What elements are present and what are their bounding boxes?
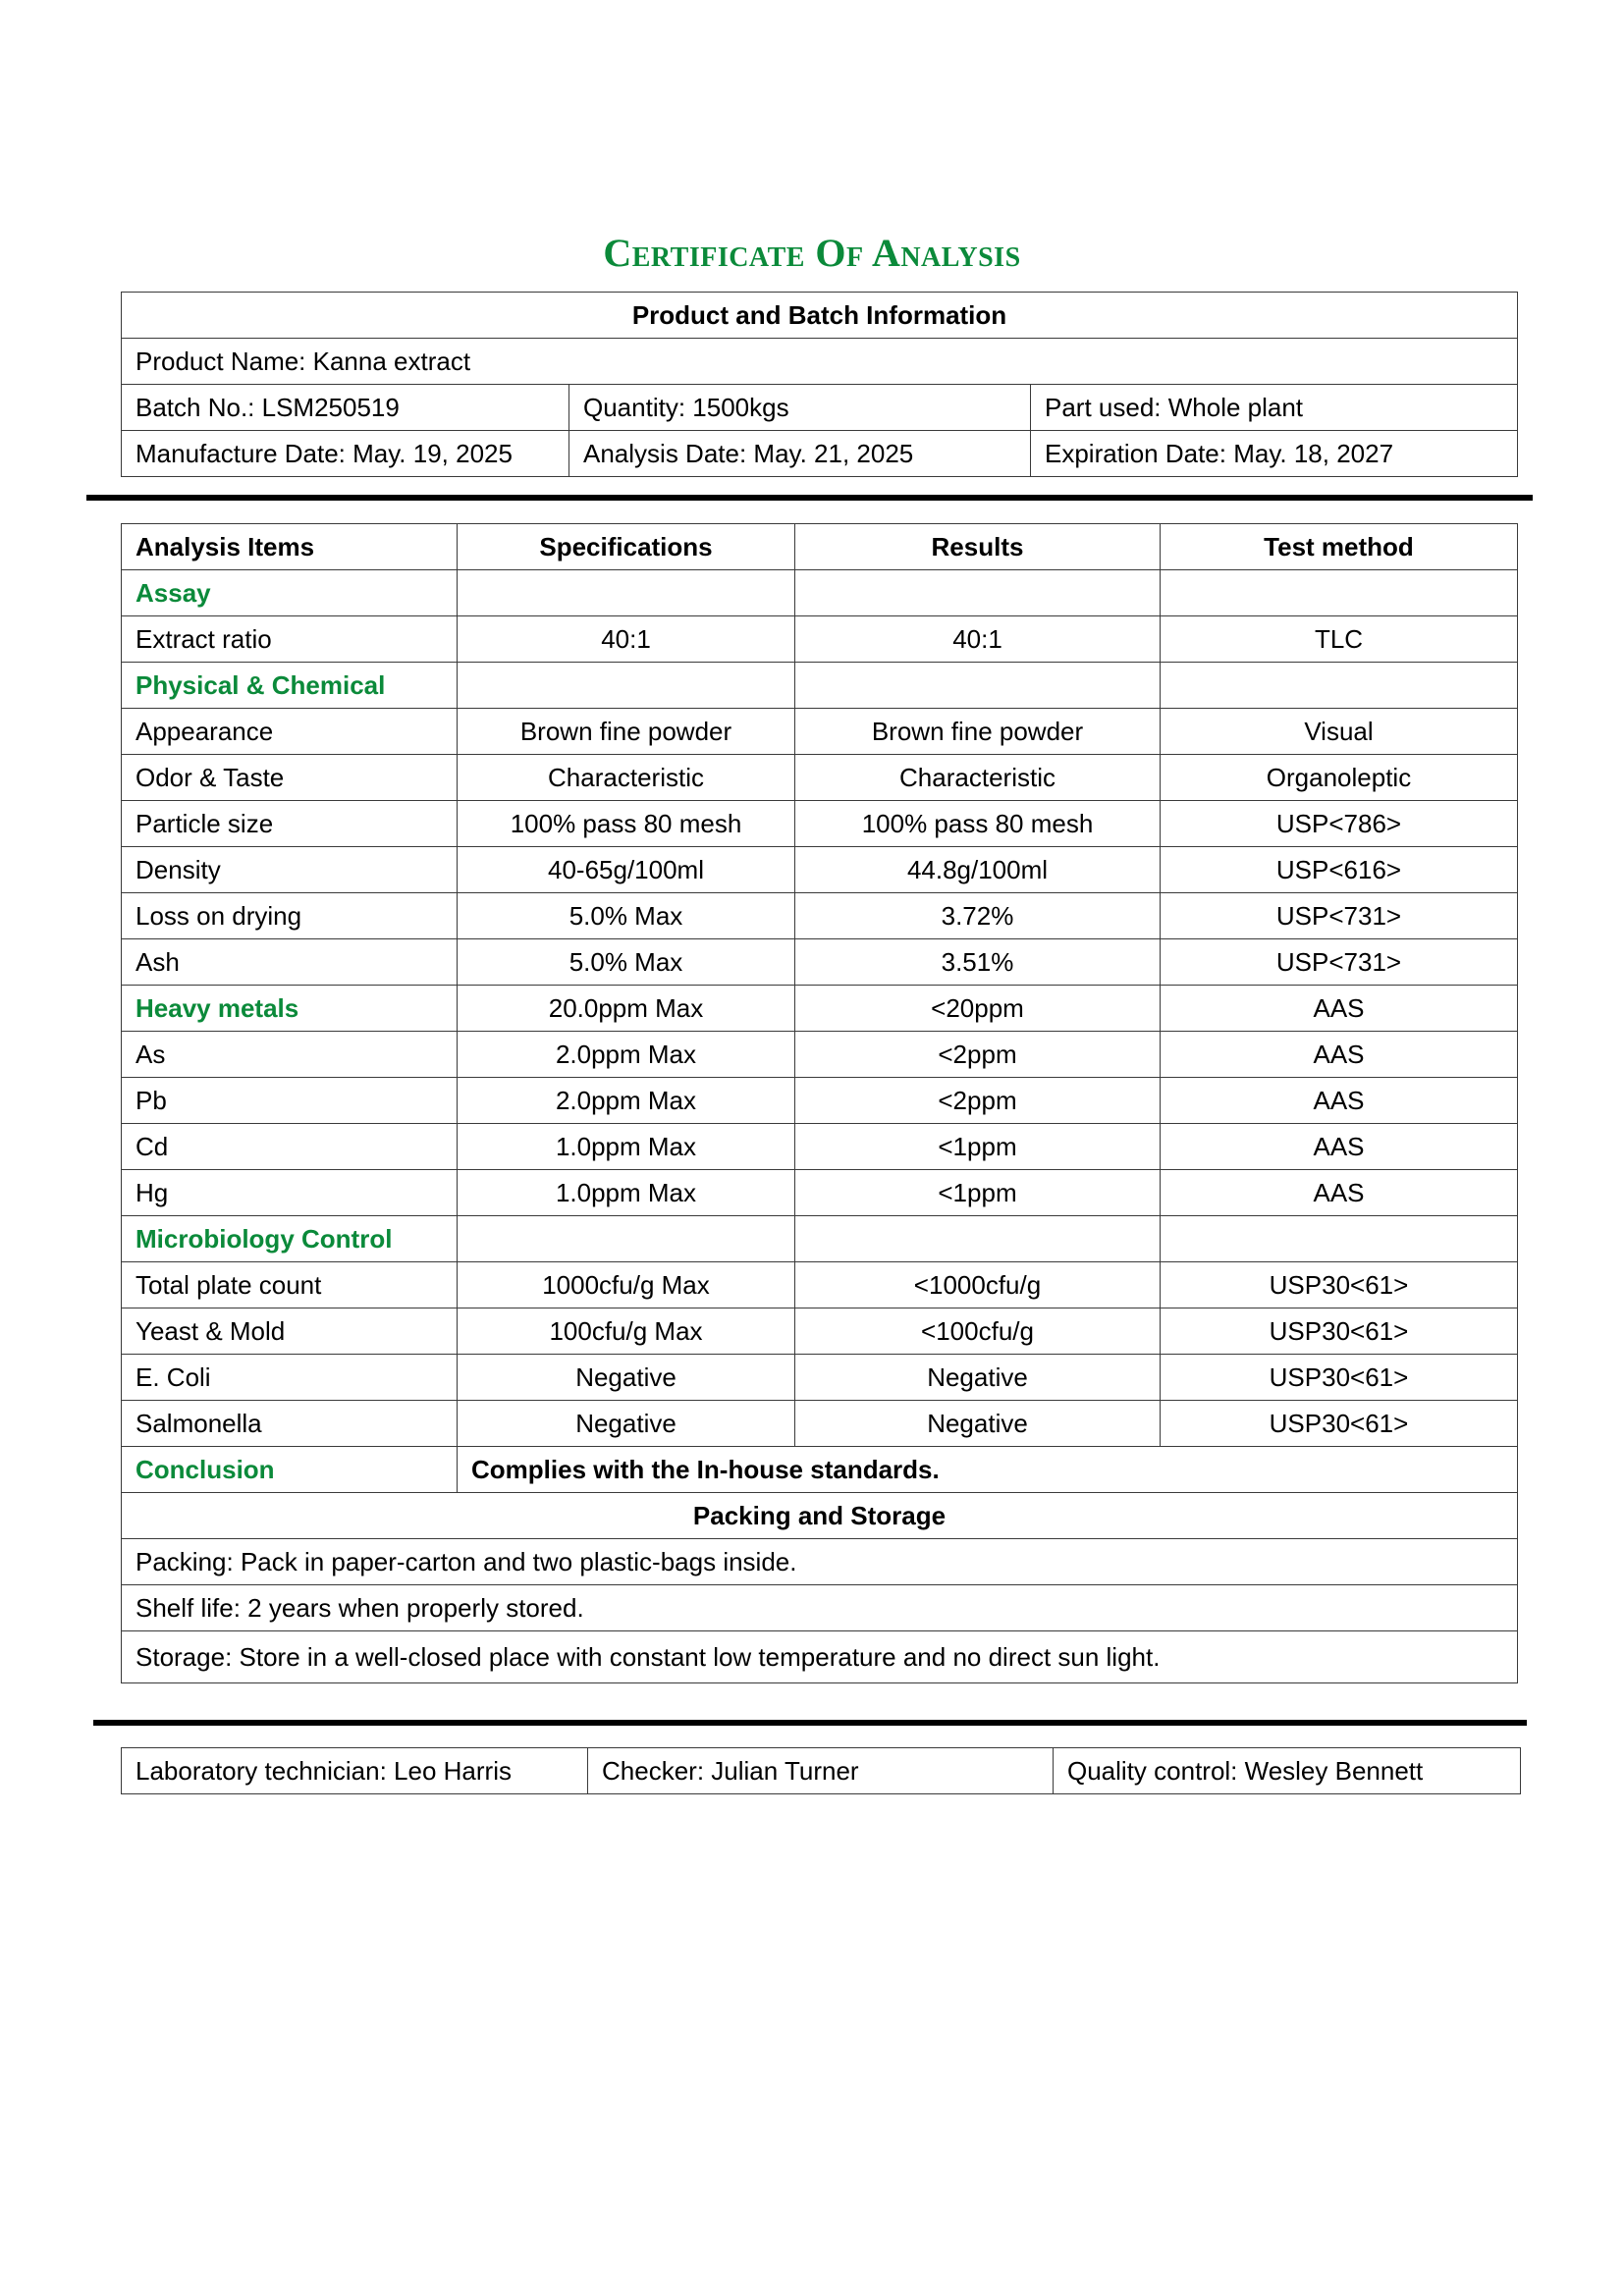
table-row	[122, 1170, 1518, 1216]
section-divider	[93, 1720, 1527, 1726]
section-row	[122, 570, 1518, 616]
result	[795, 663, 1161, 709]
specification: Characteristic	[458, 755, 795, 801]
test-method	[1161, 663, 1518, 709]
checker: Checker: Julian Turner	[588, 1748, 1054, 1794]
specification: 100% pass 80 mesh	[458, 801, 795, 847]
analysis-item: Loss on drying	[122, 893, 458, 939]
analysis-item: Appearance	[122, 709, 458, 755]
specification	[458, 1216, 795, 1262]
test-method: AAS	[1161, 1078, 1518, 1124]
test-method: USP<731>	[1161, 939, 1518, 986]
table-row	[122, 893, 1518, 939]
table-row	[122, 1401, 1518, 1447]
analysis-item: E. Coli	[122, 1355, 458, 1401]
result: 40:1	[795, 616, 1161, 663]
table-row	[122, 1032, 1518, 1078]
conclusion-row	[122, 1447, 1518, 1493]
laboratory-technician: Laboratory technician: Leo Harris	[122, 1748, 588, 1794]
document-title: Certificate Of Analysis	[603, 231, 1021, 275]
manufacture-date: Manufacture Date: May. 19, 2025	[122, 431, 569, 477]
quantity: Quantity: 1500kgs	[569, 385, 1031, 431]
section-row	[122, 1216, 1518, 1262]
column-header: Test method	[1161, 524, 1518, 570]
analysis-item: Ash	[122, 939, 458, 986]
section-label: Microbiology Control	[122, 1216, 458, 1262]
table-row	[122, 1124, 1518, 1170]
result: Characteristic	[795, 755, 1161, 801]
result: <1ppm	[795, 1124, 1161, 1170]
test-method	[1161, 1216, 1518, 1262]
test-method: AAS	[1161, 986, 1518, 1032]
analysis-rows	[122, 570, 1518, 1447]
packing-text: Packing: Pack in paper-carton and two plastic-bags inside.	[122, 1539, 1518, 1585]
section-label: Heavy metals	[122, 986, 458, 1032]
analysis-item: Odor & Taste	[122, 755, 458, 801]
packing-heading: Packing and Storage	[122, 1493, 1518, 1539]
storage-text: Storage: Store in a well-closed place with constant low temperature and no direct sun light.	[122, 1631, 1518, 1683]
result	[795, 1216, 1161, 1262]
specification: Brown fine powder	[458, 709, 795, 755]
test-method: USP30<61>	[1161, 1308, 1518, 1355]
packing-heading-row	[122, 1493, 1518, 1539]
test-method: USP<786>	[1161, 801, 1518, 847]
result: 100% pass 80 mesh	[795, 801, 1161, 847]
test-method: TLC	[1161, 616, 1518, 663]
analysis-table	[121, 523, 1518, 1683]
analysis-item: As	[122, 1032, 458, 1078]
test-method: USP30<61>	[1161, 1262, 1518, 1308]
analysis-header-row	[122, 524, 1518, 570]
section-row	[122, 663, 1518, 709]
column-header: Analysis Items	[122, 524, 458, 570]
conclusion-text: Complies with the In-house standards.	[458, 1447, 1518, 1493]
signature-table	[121, 1747, 1521, 1794]
test-method: AAS	[1161, 1170, 1518, 1216]
result: <1ppm	[795, 1170, 1161, 1216]
info-row	[122, 339, 1518, 385]
packing-row	[122, 1539, 1518, 1585]
batch-number: Batch No.: LSM250519	[122, 385, 569, 431]
shelf-life-row	[122, 1585, 1518, 1631]
specification: 5.0% Max	[458, 893, 795, 939]
table-row	[122, 1355, 1518, 1401]
result: <20ppm	[795, 986, 1161, 1032]
column-header: Specifications	[458, 524, 795, 570]
specification	[458, 663, 795, 709]
test-method: USP<616>	[1161, 847, 1518, 893]
table-row	[122, 1308, 1518, 1355]
table-row	[122, 939, 1518, 986]
product-name: Product Name: Kanna extract	[122, 339, 1518, 385]
analysis-item: Salmonella	[122, 1401, 458, 1447]
specification: 5.0% Max	[458, 939, 795, 986]
test-method: AAS	[1161, 1032, 1518, 1078]
product-batch-info-table	[121, 292, 1518, 477]
shelf-life-text: Shelf life: 2 years when properly stored.	[122, 1585, 1518, 1631]
table-row	[122, 801, 1518, 847]
analysis-item: Extract ratio	[122, 616, 458, 663]
result: <2ppm	[795, 1078, 1161, 1124]
table-row	[122, 616, 1518, 663]
analysis-item: Total plate count	[122, 1262, 458, 1308]
column-header: Results	[795, 524, 1161, 570]
result	[795, 570, 1161, 616]
test-method: USP<731>	[1161, 893, 1518, 939]
specification: 40-65g/100ml	[458, 847, 795, 893]
table-row	[122, 847, 1518, 893]
result: Negative	[795, 1401, 1161, 1447]
table-row	[122, 755, 1518, 801]
info-row	[122, 431, 1518, 477]
table-row	[122, 1078, 1518, 1124]
table-row	[122, 709, 1518, 755]
specification: 1.0ppm Max	[458, 1170, 795, 1216]
result: Negative	[795, 1355, 1161, 1401]
signature-row	[122, 1748, 1521, 1794]
analysis-item: Yeast & Mold	[122, 1308, 458, 1355]
result: 3.72%	[795, 893, 1161, 939]
specification	[458, 570, 795, 616]
section-label: Physical & Chemical	[122, 663, 458, 709]
specification: Negative	[458, 1355, 795, 1401]
section-label: Assay	[122, 570, 458, 616]
test-method: Organoleptic	[1161, 755, 1518, 801]
result: <100cfu/g	[795, 1308, 1161, 1355]
quality-control: Quality control: Wesley Bennett	[1054, 1748, 1521, 1794]
specification: 20.0ppm Max	[458, 986, 795, 1032]
info-row	[122, 385, 1518, 431]
result: Brown fine powder	[795, 709, 1161, 755]
test-method: USP30<61>	[1161, 1401, 1518, 1447]
table-row	[122, 1262, 1518, 1308]
analysis-item: Particle size	[122, 801, 458, 847]
specification: 100cfu/g Max	[458, 1308, 795, 1355]
storage-row	[122, 1631, 1518, 1683]
info-heading-row	[122, 293, 1518, 339]
specification: 2.0ppm Max	[458, 1078, 795, 1124]
analysis-date: Analysis Date: May. 21, 2025	[569, 431, 1031, 477]
part-used: Part used: Whole plant	[1031, 385, 1518, 431]
result: <2ppm	[795, 1032, 1161, 1078]
test-method: USP30<61>	[1161, 1355, 1518, 1401]
test-method: Visual	[1161, 709, 1518, 755]
analysis-item: Pb	[122, 1078, 458, 1124]
specification: 1.0ppm Max	[458, 1124, 795, 1170]
specification: 40:1	[458, 616, 795, 663]
analysis-item: Hg	[122, 1170, 458, 1216]
section-divider	[86, 495, 1533, 501]
analysis-item: Cd	[122, 1124, 458, 1170]
analysis-item: Density	[122, 847, 458, 893]
test-method	[1161, 570, 1518, 616]
specification: Negative	[458, 1401, 795, 1447]
test-method: AAS	[1161, 1124, 1518, 1170]
info-heading: Product and Batch Information	[122, 293, 1518, 339]
result: 3.51%	[795, 939, 1161, 986]
result: <1000cfu/g	[795, 1262, 1161, 1308]
specification: 2.0ppm Max	[458, 1032, 795, 1078]
section-row	[122, 986, 1518, 1032]
specification: 1000cfu/g Max	[458, 1262, 795, 1308]
expiration-date: Expiration Date: May. 18, 2027	[1031, 431, 1518, 477]
conclusion-label: Conclusion	[122, 1447, 458, 1493]
result: 44.8g/100ml	[795, 847, 1161, 893]
